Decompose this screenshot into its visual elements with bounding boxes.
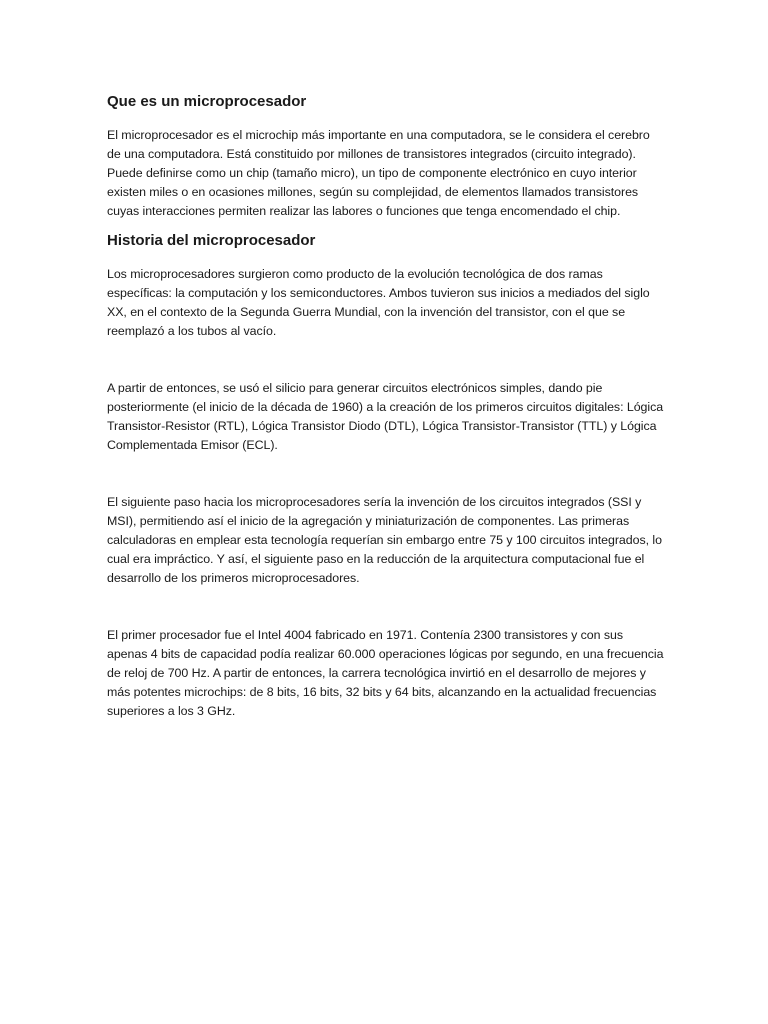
section-heading-historia: Historia del microprocesador [107, 232, 316, 249]
section-heading-que-es: Que es un microprocesador [107, 93, 307, 110]
paragraph-history-intel-4004: El primer procesador fue el Intel 4004 fabricado en 1971. Contenía 2300 transistores y con sus apenas 4 bits de capacidad podía realizar 60.000 operaciones lógicas por segundo, en una frecuencia de reloj de 700 Hz. A partir de entonces, la carrera tecnológica invirtió en el desarrollo de mejores y más potentes microchips: de 8 bits, 16 bits, 32 bits y 64 bits, alcanzando en la actualidad frecuencias superiores a los 3 GHz. [107, 628, 664, 718]
paragraph-definition: El microprocesador es el microchip más importante en una computadora, se le considera el cerebro de una computadora. Está constituido por millones de transistores integrados (circuito integrado). Puede definirse como un chip (tamaño micro), un tipo de componente electrónico en cuyo interior existen miles o en ocasiones millones, según su complejidad, de elementos llamados transistores cuyas interacciones permiten realizar las labores o funciones que tenga encomendado el chip. [107, 128, 650, 218]
paragraph-history-silicon: A partir de entonces, se usó el silicio para generar circuitos electrónicos simples, dando pie posteriormente (el inicio de la década de 1960) a la creación de los primeros circuitos digitales: Lógica Transistor-Resistor (RTL), Lógica Transistor Diodo (DTL), Lógica Transistor-Transistor (TTL) y Lógica Complementada Emisor (ECL). [107, 381, 664, 452]
paragraph-history-integrated-circuits: El siguiente paso hacia los microprocesadores sería la invención de los circuitos integrados (SSI y MSI), permitiendo así el inicio de la agregación y miniaturización de componentes. Las primeras calculadoras en emplear esta tecnología requerían sin embargo entre 75 y 100 circuitos integrados, lo cual era impráctico. Y así, el siguiente paso en la reducción de la arquitectura computacional fue el desarrollo de los primeros microprocesadores. [107, 495, 662, 585]
paragraph-history-origins: Los microprocesadores surgieron como producto de la evolución tecnológica de dos ramas específicas: la computación y los semiconductores. Ambos tuvieron sus inicios a mediados del siglo XX, en el contexto de la Segunda Guerra Mundial, con la invención del transistor, con el que se reemplazó a los tubos al vacío. [107, 267, 650, 338]
